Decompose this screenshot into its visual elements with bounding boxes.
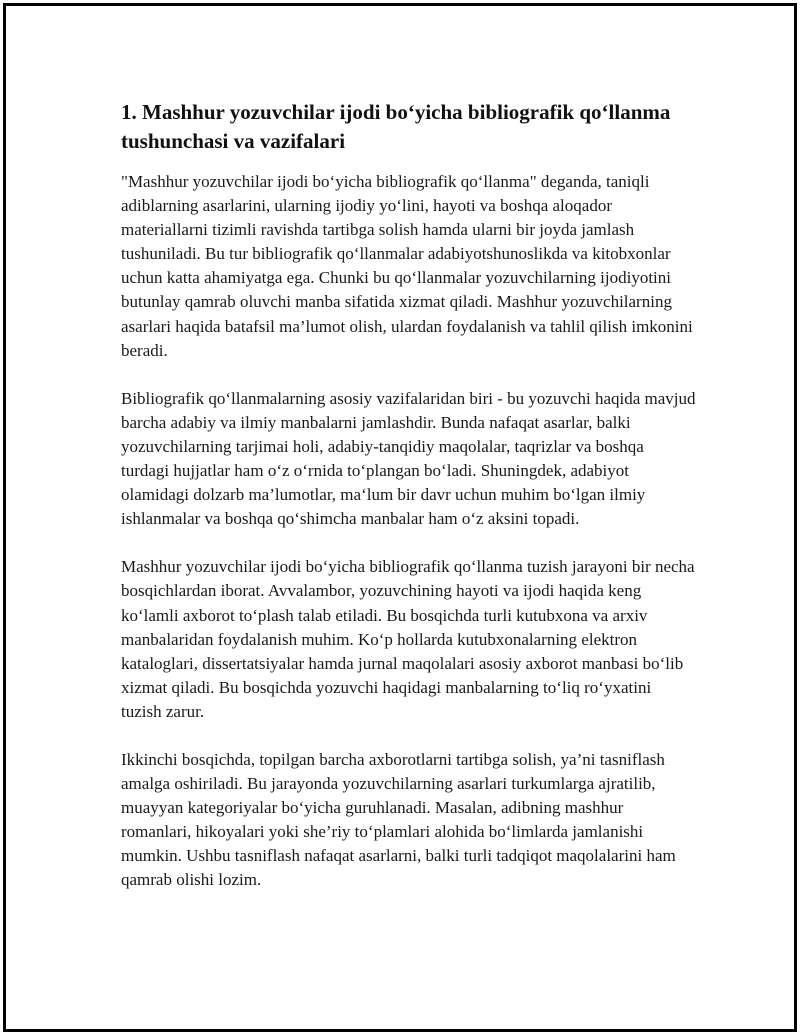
paragraph-1: "Mashhur yozuvchilar ijodi bo‘yicha bibliografik qo‘llanma" deganda, taniqli adiblarning asarlarini, ularning ijodiy yo‘lini, hayoti va boshqa aloqador materiallarni tizimli ravishda tartibga solish hamda ularni bir joyda jamlash tushuniladi. Bu tur bibliografik qo‘llanmalar adabiyotshunoslikda va kitobxonlar uchun katta ahamiyatga ega. Chunki bu qo‘llanmalar yozuvchilarning ijodiyotini butunlay qamrab oluvchi manba sifatida xizmat qiladi. Mashhur yozuvchilarning asarlari haqida batafsil ma’lumot olish, ulardan foydalanish va tahlil qilish imkonini beradi. (121, 172, 693, 360)
paragraph-2: Bibliografik qo‘llanmalarning asosiy vazifalaridan biri - bu yozuvchi haqida mavjud barcha adabiy va ilmiy manbalarni jamlashdir. Bunda nafaqat asarlar, balki yozuvchilarning tarjimai holi, adabiy-tanqidiy maqolalar, taqrizlar va boshqa turdagi hujjatlar ham o‘z o‘rnida to‘plangan bo‘ladi. Shuningdek, adabiyot olamidagi dolzarb ma’lumotlar, ma‘lum bir davr uchun muhim bo‘lgan ilmiy ishlanmalar va boshqa qo‘shimcha manbalar ham o‘z aksini topadi. (121, 388, 696, 529)
section-heading: 1. Mashhur yozuvchilar ijodi bo‘yicha bibliografik qo‘llanma tushunchasi va vazifalari (121, 100, 671, 153)
paragraph-4: Ikkinchi bosqichda, topilgan barcha axborotlarni tartibga solish, ya’ni tasniflash amalga oshiriladi. Bu jarayonda yozuvchilarning asarlari turkumlarga ajratilib, muayyan kategoriyalar bo‘yicha guruhlanadi. Masalan, adibning mashhur romanlari, hikoyalari yoki she’riy to‘plamlari alohida bo‘limlarda jamlanishi mumkin. Ushbu tasniflash nafaqat asarlarni, balki turli tadqiqot maqolalarini ham qamrab olishi lozim. (121, 749, 676, 890)
page-frame (3, 3, 797, 1032)
document-body (121, 98, 696, 917)
paragraph-3: Mashhur yozuvchilar ijodi bo‘yicha bibliografik qo‘llanma tuzish jarayoni bir necha bosqichlardan iborat. Avvalambor, yozuvchining hayoti va ijodi haqida keng ko‘lamli axborot to‘plash talab etiladi. Bu bosqichda turli kutubxona va arxiv manbalaridan foydalanish muhim. Ko‘p hollarda kutubxonalarning elektron kataloglari, dissertatsiyalar hamda jurnal maqolalari asosiy axborot manbasi bo‘lib xizmat qiladi. Bu bosqichda yozuvchi haqidagi manbalarning to‘liq ro‘yxatini tuzish zarur. (121, 557, 695, 721)
